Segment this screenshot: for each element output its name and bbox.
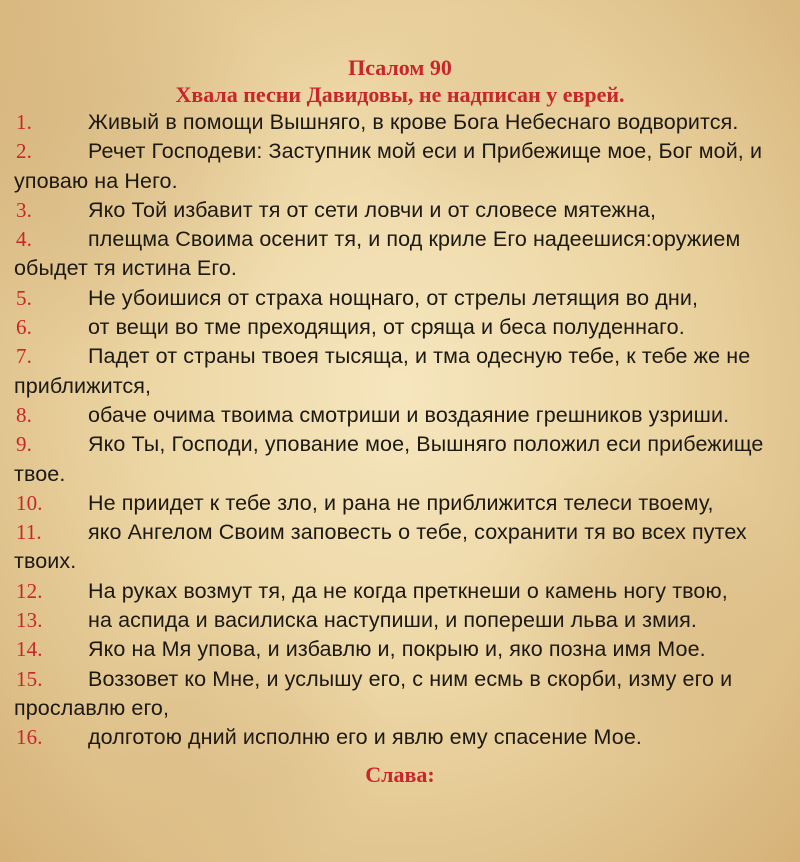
verse-number: 8. (16, 402, 32, 427)
verse-number: 7. (16, 344, 32, 369)
verse-4 (14, 225, 784, 284)
verse-number: 16. (16, 725, 43, 750)
verse-number: 5. (16, 285, 32, 310)
verse-9 (14, 430, 784, 489)
verse-14 (14, 635, 784, 664)
verse-text: На руках возмут тя, да не когда преткнеши о камень ногу твою, (88, 578, 728, 603)
verse-number: 1. (16, 110, 32, 134)
verse-text: плещма Своима осенит тя, и под криле Его надеешися:оружием обыдет тя истина Его. (14, 227, 741, 281)
psalm-subtitle: Хвала песни Давидовы, не надписан у еврей. (175, 82, 625, 107)
verse-text: Падет от страны твоея тысяща, и тма одесную тебе, к тебе же не приближится, (14, 344, 751, 398)
verse-number: 12. (16, 578, 43, 603)
verse-text: Яко Ты, Господи, упование мое, Вышняго положил еси прибежище твое. (14, 432, 764, 486)
slava-heading: Слава: (365, 762, 435, 787)
verse-text: яко Ангелом Своим заповесть о тебе, сохранити тя во всех путех твоих. (14, 520, 747, 574)
verse-number: 9. (16, 432, 32, 457)
verse-text: обаче очима твоима смотриши и воздаяние грешников узриши. (88, 402, 730, 427)
verse-1 (14, 108, 784, 137)
verse-15 (14, 665, 784, 724)
verse-2 (14, 137, 784, 196)
verse-text: Не убоишися от страха нощнаго, от стрелы летящия во дни, (88, 285, 699, 310)
verse-number: 10. (16, 490, 43, 515)
verse-list (14, 108, 784, 753)
verse-8 (14, 401, 784, 430)
psalm-title: Псалом 90 (348, 55, 452, 80)
verse-text: Речет Господеви: Заступник мой еси и Прибежище мое, Бог мой, и уповаю на Него. (14, 139, 763, 193)
verse-number: 11. (16, 520, 42, 545)
verse-11 (14, 518, 784, 577)
verse-13 (14, 606, 784, 635)
verse-16 (14, 723, 784, 752)
verse-number: 15. (16, 666, 43, 691)
verse-3 (14, 196, 784, 225)
verse-text: Живый в помощи Вышняго, в крове Бога Небеснаго водворится. (88, 110, 739, 134)
verse-10 (14, 489, 784, 518)
verse-text: от вещи во тме преходящия, от сряща и беса полуденнаго. (88, 315, 685, 340)
verse-text: долготою дний исполню его и явлю ему спасение Мое. (88, 725, 642, 750)
verse-number: 6. (16, 315, 32, 340)
verse-12 (14, 577, 784, 606)
verse-5 (14, 284, 784, 313)
verse-number: 14. (16, 637, 43, 662)
verse-text: Яко Той избавит тя от сети ловчи и от словесе мятежна, (88, 197, 657, 222)
verse-6 (14, 313, 784, 342)
verse-text: Не приидет к тебе зло, и рана не приближится телеси твоему, (88, 490, 714, 515)
verse-text: Яко на Мя упова, и избавлю и, покрыю и, яко позна имя Мое. (88, 637, 706, 662)
verse-text: Воззовет ко Мне, и услышу его, с ним есмь в скорби, изму его и прославлю его, (14, 666, 733, 720)
verse-number: 2. (16, 139, 32, 164)
verse-text: на аспида и василиска наступиши, и попереши льва и змия. (88, 608, 697, 633)
verse-number: 4. (16, 227, 32, 252)
verse-number: 3. (16, 197, 32, 222)
verse-7 (14, 342, 784, 401)
verse-number: 13. (16, 608, 43, 633)
